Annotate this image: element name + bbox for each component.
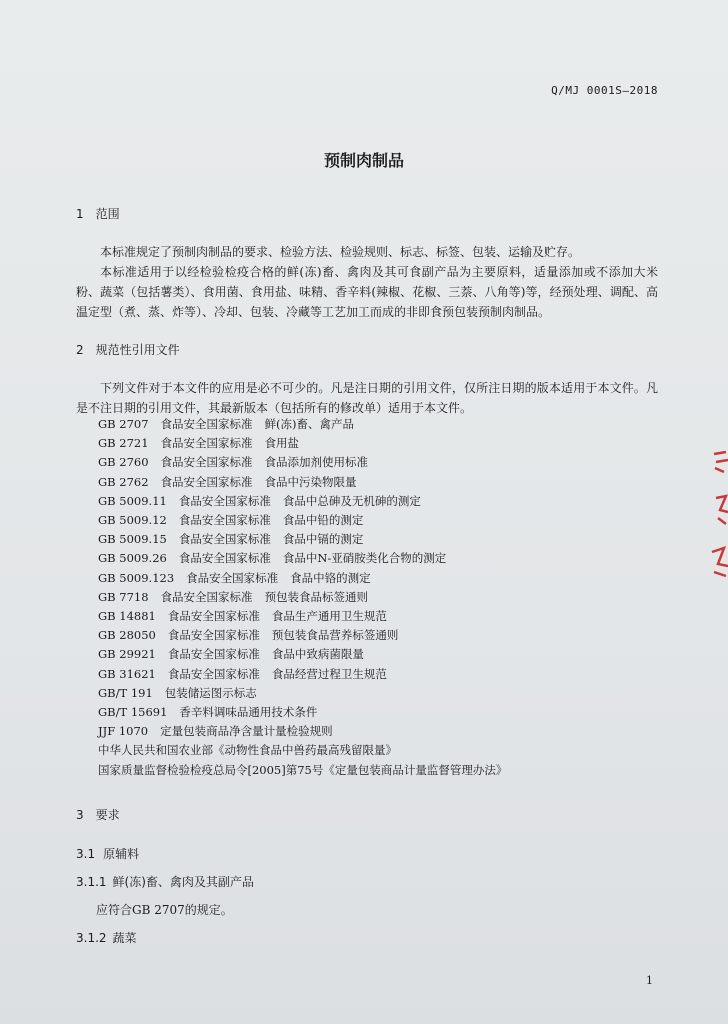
section-3-heading xyxy=(76,806,120,823)
reference-standard-type: 食品安全国家标准 xyxy=(160,455,253,470)
reference-standard-type: 食品安全国家标准 xyxy=(178,551,271,566)
reference-item xyxy=(98,703,658,722)
reference-code: GB 2762 xyxy=(98,474,149,489)
reference-name: 食用盐 xyxy=(264,436,300,451)
section-2-heading xyxy=(76,341,180,358)
reference-standard-type: 食品安全国家标准 xyxy=(160,474,253,489)
reference-name: 食品中N-亚硝胺类化合物的测定 xyxy=(282,551,447,566)
reference-name: 食品中总砷及无机砷的测定 xyxy=(282,493,421,508)
reference-standard-type: 食品安全国家标准 xyxy=(178,513,271,528)
reference-code: GB/T 191 xyxy=(98,685,153,700)
page-title: 预制肉制品 xyxy=(323,151,404,170)
reference-standard-type: 食品安全国家标准 xyxy=(160,436,253,451)
section-1-heading xyxy=(76,205,120,222)
reference-item xyxy=(98,473,658,492)
section-number: 3.1.2 xyxy=(76,931,107,945)
reference-code: GB 5009.15 xyxy=(98,532,167,547)
reference-name: 中华人民共和国农业部《动物性食品中兽药最高残留限量》 xyxy=(98,743,397,758)
section-title: 规范性引用文件 xyxy=(95,343,180,357)
scope-paragraph-1: 本标准规定了预制肉制品的要求、检验方法、检验规则、标志、标签、包装、运输及贮存。 xyxy=(100,245,581,259)
reference-standard-type: 食品安全国家标准 xyxy=(186,570,279,585)
reference-name: 食品中铬的测定 xyxy=(290,570,371,585)
reference-name: 香辛料调味品通用技术条件 xyxy=(179,705,318,720)
section-title: 蔬菜 xyxy=(112,931,137,945)
reference-item xyxy=(98,722,658,741)
reference-name: 食品添加剂使用标准 xyxy=(264,455,369,470)
reference-item xyxy=(98,607,658,626)
reference-item xyxy=(98,415,658,434)
section-number: 3 xyxy=(76,808,84,822)
reference-list xyxy=(98,415,658,780)
reference-standard-type: 食品安全国家标准 xyxy=(167,609,260,624)
section-title: 要求 xyxy=(95,808,120,822)
reference-item xyxy=(98,453,658,472)
section-title: 鲜(冻)畜、禽肉及其副产品 xyxy=(112,875,254,889)
reference-code: GB 2760 xyxy=(98,455,149,470)
reference-name: 食品经营过程卫生规范 xyxy=(271,666,387,681)
reference-standard-type: 食品安全国家标准 xyxy=(178,493,271,508)
section-3-1-2-heading xyxy=(76,929,137,946)
reference-name: 预包装食品营养标签通则 xyxy=(271,628,399,643)
reference-name: 定量包装商品净含量计量检验规则 xyxy=(160,724,333,739)
reference-code: GB 2721 xyxy=(98,436,149,451)
reference-standard-type: 食品安全国家标准 xyxy=(160,589,253,604)
reference-item xyxy=(98,492,658,511)
reference-item xyxy=(98,761,658,780)
section-number: 3.1 xyxy=(76,847,96,861)
reference-item xyxy=(98,434,658,453)
reference-code: GB 2707 xyxy=(98,417,149,431)
red-stamp-mark xyxy=(706,448,728,578)
reference-item xyxy=(98,684,658,703)
reference-name: 预包装食品标签通则 xyxy=(264,589,369,604)
reference-name: 食品中镉的测定 xyxy=(282,532,364,547)
reference-name: 食品中铅的测定 xyxy=(282,513,364,528)
reference-item xyxy=(98,511,658,530)
reference-item xyxy=(98,665,658,684)
reference-code: GB/T 15691 xyxy=(98,705,168,720)
reference-code: GB 29921 xyxy=(98,647,156,662)
reference-item xyxy=(98,569,658,588)
reference-standard-type: 食品安全国家标准 xyxy=(167,647,260,662)
reference-name: 食品中致病菌限量 xyxy=(271,647,364,662)
reference-code: JJF 1070 xyxy=(98,724,149,739)
reference-code: GB 7718 xyxy=(98,589,149,604)
reference-code: GB 28050 xyxy=(98,628,156,643)
section-number: 1 xyxy=(76,207,84,221)
section-title: 原辅料 xyxy=(103,847,140,861)
section-number: 2 xyxy=(76,343,84,357)
reference-code: GB 5009.26 xyxy=(98,551,167,566)
page-number: 1 xyxy=(646,974,653,987)
reference-name: 包装储运图示标志 xyxy=(164,685,257,700)
reference-item xyxy=(98,549,658,568)
section-3-1-heading xyxy=(76,845,139,862)
reference-item xyxy=(98,588,658,607)
reference-name: 国家质量监督检验检疫总局令[2005]第75号《定量包装商品计量监督管理办法》 xyxy=(98,762,508,777)
refs-intro-paragraph: 下列文件对于本文件的应用是必不可少的。凡是注日期的引用文件，仅所注日期的版本适用于本文件。凡是不注日期的引用文件，其最新版本（包括所有的修改单）适用于本文件。 xyxy=(76,381,658,415)
reference-code: GB 31621 xyxy=(98,666,156,681)
scope-paragraph-2: 本标准适用于以经检验检疫合格的鲜(冻)畜、禽肉及其可食副产品为主要原料，适量添加或不添加大米粉、蔬菜（包括薯类）、食用菌、食用盐、味精、香辛料(辣椒、花椒、三萘、八角等)等，经预处理、调配、高温定型（煮、蒸、炸等）、冷却、包装、冷藏等工艺加工而成的非即食预包装预制肉制品。 xyxy=(76,265,658,319)
reference-name: 食品中污染物限量 xyxy=(264,474,357,489)
section-number: 3.1.1 xyxy=(76,875,107,889)
reference-code: GB 5009.123 xyxy=(98,570,175,585)
reference-standard-type: 食品安全国家标准 xyxy=(178,532,271,547)
reference-name: 食品生产通用卫生规范 xyxy=(271,609,387,624)
reference-item xyxy=(98,530,658,549)
document-code: Q/MJ 0001S—2018 xyxy=(551,84,658,97)
reference-code: GB 5009.11 xyxy=(98,493,167,508)
reference-code: GB 5009.12 xyxy=(98,513,167,528)
reference-standard-type: 食品安全国家标准 xyxy=(160,417,253,431)
reference-item xyxy=(98,626,658,645)
reference-standard-type: 食品安全国家标准 xyxy=(167,666,260,681)
section-3-1-1-heading xyxy=(76,873,254,890)
reference-standard-type: 食品安全国家标准 xyxy=(167,628,260,643)
reference-item xyxy=(98,645,658,664)
section-title: 范围 xyxy=(95,207,120,221)
reference-name: 鲜(冻)畜、禽产品 xyxy=(264,417,355,431)
reference-item xyxy=(98,741,658,760)
section-3-1-1-text: 应符合GB 2707的规定。 xyxy=(96,903,233,917)
reference-code: GB 14881 xyxy=(98,609,156,624)
